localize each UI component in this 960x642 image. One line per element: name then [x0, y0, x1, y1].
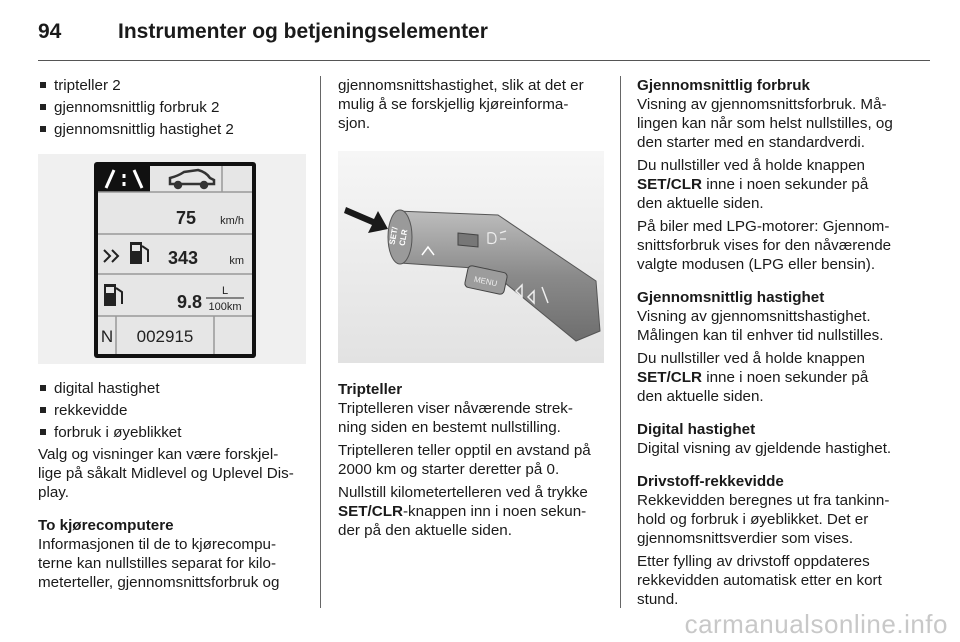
paragraph: Triptelleren teller opptil en avstand på 2000 km og starter deretter på 0. [338, 442, 591, 478]
display-odometer: 002915 [136, 327, 194, 346]
paragraph: Visning av gjennomsnittshastighet. Målingen kan til enhver tid nullstilles. [637, 308, 884, 344]
display-range-unit: km [229, 255, 244, 267]
inline-bold: SET/CLR [637, 176, 702, 193]
page-number: 94 [38, 20, 62, 43]
column-divider-2 [620, 76, 621, 608]
paragraph: Du nullstiller ved å holde knappen SET/CLR inne i noen sekunder på den aktuelle siden. [637, 350, 869, 405]
section-heading: Digital hastighet [637, 421, 756, 438]
paragraph: gjennomsnittshastighet, slik at det er mulig å se forskjellig kjøreinforma- sjon. [338, 77, 584, 132]
section-heading: Gjennomsnittlig forbruk [637, 77, 810, 94]
inline-bold: SET/CLR [338, 503, 403, 520]
list-item: tripteller 2 [38, 76, 306, 95]
bullet-list-1 [38, 76, 306, 139]
list-item: digital hastighet [38, 379, 306, 398]
paragraph: Digital visning av gjeldende hastighet. [637, 440, 892, 457]
inline-bold: SET/CLR [637, 369, 702, 386]
section-heading: Tripteller [338, 381, 403, 398]
section-heading: Gjennomsnittlig hastighet [637, 289, 825, 306]
list-item: forbruk i øyeblikket [38, 423, 306, 442]
column-2 [338, 76, 604, 544]
stalk-menu-label: MENU [473, 274, 499, 289]
list-item: gjennomsnittlig hastighet 2 [38, 120, 306, 139]
display-range: 343 [167, 248, 198, 268]
display-gear: N [100, 327, 114, 346]
header-rule [38, 60, 930, 61]
stalk-set-label: SET/ [387, 226, 400, 246]
list-item: rekkevidde [38, 401, 306, 420]
column-divider-1 [320, 76, 321, 608]
paragraph: Valg og visninger kan være forskjel- lige på såkalt Midlevel og Uplevel Dis- play. [38, 446, 294, 501]
paragraph: Etter fylling av drivstoff oppdateres rekkevidden automatisk etter en kort stund. [637, 553, 882, 608]
display-cons-unit-top: L [221, 285, 229, 297]
display-consumption: 9.8 [176, 292, 202, 312]
paragraph: Nullstill kilometertelleren ved å trykke SET/CLR-knappen inn i noen sekun- der på den aktuelle siden. [338, 484, 588, 539]
page-header [38, 16, 930, 56]
display-illustration [38, 154, 306, 364]
stalk-clr-label: CLR [397, 228, 410, 247]
column-3 [637, 76, 905, 613]
section-heading: Drivstoff-rekkevidde [637, 473, 784, 490]
column-1 [38, 76, 306, 596]
paragraph: På biler med LPG-motorer: Gjennom- snittsforbruk vises for den nåværende valgte modusen (LPG eller bensin). [637, 218, 892, 273]
watermark: carmanualsonline.info [684, 609, 948, 639]
bullet-list-2 [38, 379, 306, 442]
display-speed-unit: km/h [220, 215, 244, 227]
display-speed: 75 [175, 208, 196, 228]
section-heading: To kjørecomputere [38, 517, 174, 534]
paragraph: Visning av gjennomsnittsforbruk. Må- lingen kan når som helst nullstilles, og den starter med en standardverdi. [637, 96, 893, 151]
paragraph: Triptelleren viser nåværende strek- ning siden en bestemt nullstilling. [338, 400, 573, 436]
list-item: gjennomsnittlig forbruk 2 [38, 98, 306, 117]
paragraph: Rekkevidden beregnes ut fra tankinn- hold og forbruk i øyeblikket. Det er gjennomsnittsverdier som vises. [637, 492, 890, 547]
paragraph: Informasjonen til de to kjørecompu- terne kan nullstilles separat for kilo- meterteller, gjennomsnittsforbruk og [38, 536, 280, 591]
stalk-illustration [338, 151, 604, 363]
display-cons-unit-bottom: 100km [208, 301, 242, 313]
paragraph: Du nullstiller ved å holde knappen SET/CLR inne i noen sekunder på den aktuelle siden. [637, 157, 869, 212]
page-title: Instrumenter og betjeningselementer [118, 20, 488, 43]
